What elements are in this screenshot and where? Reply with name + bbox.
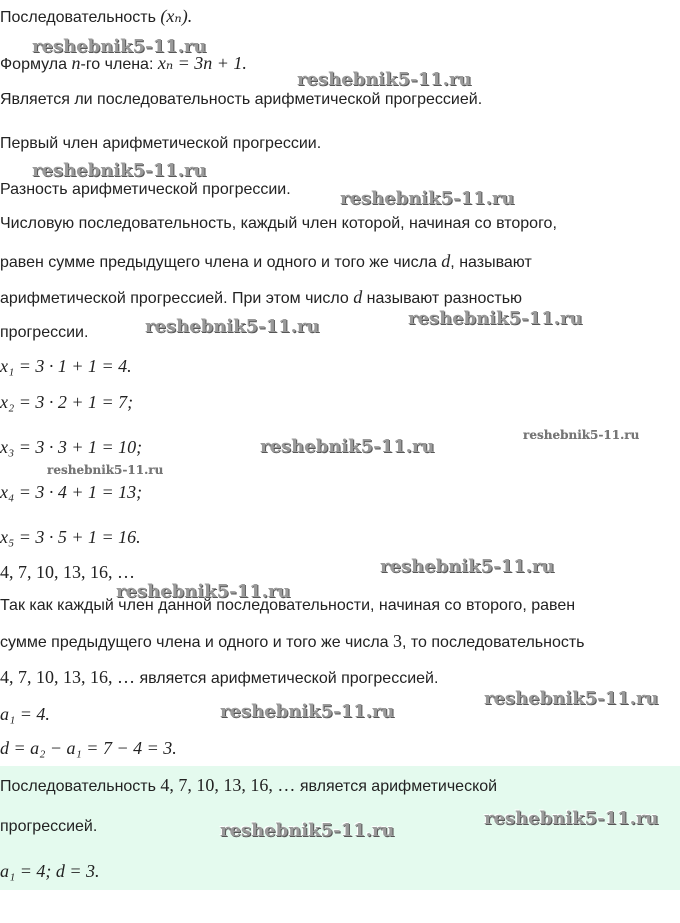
watermark: reshebnik5-11.ru bbox=[116, 581, 291, 602]
computation-x1: x₁ = 3 · 1 + 1 = 4. bbox=[0, 356, 132, 376]
task-title: Последовательность (xₙ). bbox=[0, 6, 193, 26]
watermark: reshebnik5-11.ru bbox=[145, 316, 320, 337]
question-1: Является ли последовательность арифметической прогрессией. bbox=[0, 91, 483, 108]
question-2: Первый член арифметической прогрессии. bbox=[0, 135, 322, 152]
answer-line-3: a₁ = 4; d = 3. bbox=[0, 861, 100, 881]
computation-x3: x₃ = 3 · 3 + 1 = 10; bbox=[0, 437, 143, 457]
watermark: reshebnik5-11.ru bbox=[297, 69, 472, 90]
watermark: reshebnik5-11.ru bbox=[47, 463, 164, 477]
watermark: reshebnik5-11.ru bbox=[484, 688, 659, 709]
answer-line-1: Последовательность 4, 7, 10, 13, 16, … является арифметической bbox=[0, 775, 498, 795]
watermark: reshebnik5-11.ru bbox=[220, 701, 395, 722]
question-3: Разность арифметической прогрессии. bbox=[0, 181, 291, 198]
sequence: 4, 7, 10, 13, 16, … bbox=[0, 562, 135, 582]
watermark: reshebnik5-11.ru bbox=[380, 556, 555, 577]
definition-line-1: Числовую последовательность, каждый член которой, начиная со второго, bbox=[0, 215, 557, 232]
difference-calc: d = a₂ − a₁ = 7 − 4 = 3. bbox=[0, 738, 177, 758]
reasoning-line-2: сумме предыдущего члена и одного и того же числа 3, то последовательность bbox=[0, 631, 585, 651]
watermark: reshebnik5-11.ru bbox=[408, 308, 583, 329]
reasoning-line-1: Так как каждый член данной последовательности, начиная со второго, равен bbox=[0, 597, 576, 614]
definition-line-3: арифметической прогрессией. При этом число d называют разностью bbox=[0, 287, 523, 307]
computation-x5: x₅ = 3 · 5 + 1 = 16. bbox=[0, 527, 141, 547]
computation-x4: x₄ = 3 · 4 + 1 = 13; bbox=[0, 482, 143, 502]
title-math: (xₙ). bbox=[160, 6, 193, 26]
watermark: reshebnik5-11.ru bbox=[220, 820, 395, 841]
definition-line-2: равен сумме предыдущего члена и одного и того же числа d, называют bbox=[0, 251, 532, 271]
answer-line-2: прогрессией. bbox=[0, 818, 98, 835]
watermark: reshebnik5-11.ru bbox=[523, 428, 640, 442]
watermark: reshebnik5-11.ru bbox=[260, 436, 435, 457]
definition-line-4: прогрессии. bbox=[0, 324, 89, 341]
reasoning-line-3: 4, 7, 10, 13, 16, … является арифметической прогрессией. bbox=[0, 667, 439, 687]
watermark: reshebnik5-11.ru bbox=[32, 36, 207, 57]
task-formula: Формула n-го члена: xₙ = 3n + 1. bbox=[0, 53, 247, 73]
first-term: a₁ = 4. bbox=[0, 704, 50, 724]
watermark: reshebnik5-11.ru bbox=[484, 808, 659, 829]
formula-math: xₙ = 3n + 1. bbox=[157, 53, 247, 73]
watermark: reshebnik5-11.ru bbox=[340, 188, 515, 209]
computation-x2: x₂ = 3 · 2 + 1 = 7; bbox=[0, 392, 134, 412]
watermark: reshebnik5-11.ru bbox=[32, 160, 207, 181]
